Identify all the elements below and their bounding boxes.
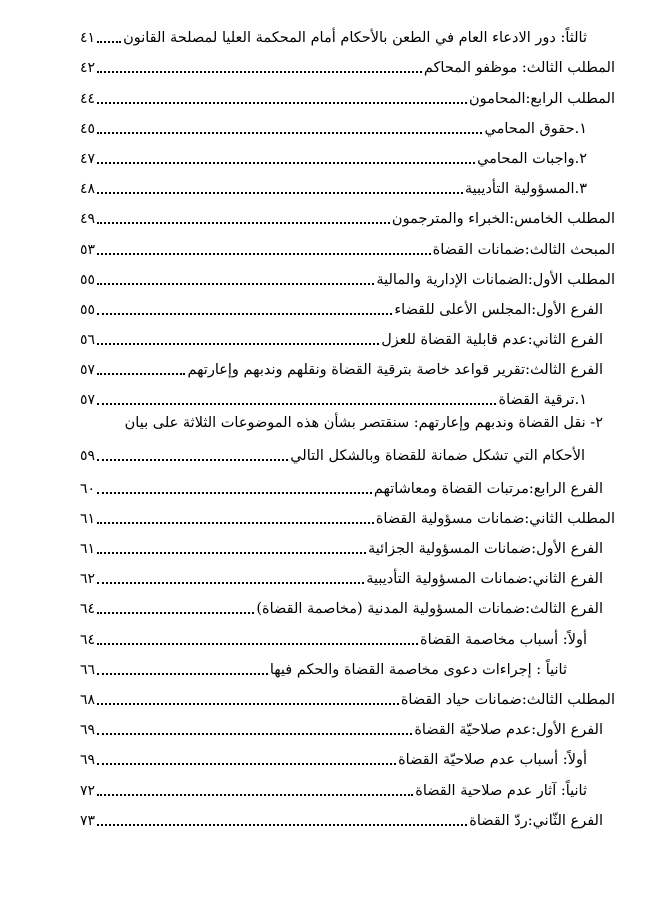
dot-leader xyxy=(97,733,412,735)
toc-entry-page: ٤٢ xyxy=(80,60,96,77)
dot-leader xyxy=(97,403,496,405)
toc-entry-title: المطلب الرابع:المحامون xyxy=(469,90,615,107)
toc-entry xyxy=(0,290,655,320)
toc-entry xyxy=(0,169,655,199)
toc-entry xyxy=(0,48,655,78)
toc-entry-title: الفرع الثاني:ضمانات المسؤولية التأديبية xyxy=(366,571,603,588)
dot-leader xyxy=(97,794,413,796)
toc-entry-title-line1: ٢- نقل القضاة وندبهم وإعارتهم: سنقتصر بشأن هذه الموضوعات الثلاثة على بيان xyxy=(124,415,603,432)
toc-entry-page: ٦١ xyxy=(80,541,96,557)
toc-entry-title: الفرع الثالث:تقرير قواعد خاصة بترقية القضاة ونقلهم وندبهم وإعارتهم xyxy=(187,362,603,379)
toc-entry-page: ٤٥ xyxy=(80,120,96,137)
table-of-contents xyxy=(0,18,655,831)
dot-leader xyxy=(97,162,475,164)
dot-leader xyxy=(97,102,467,104)
toc-entry-title: أولاً: أسباب عدم صلاحيّة القضاة xyxy=(398,752,587,769)
toc-entry xyxy=(0,350,655,380)
toc-entry-title-line2: الأحكام التي تشكل ضمانة للقضاة وبالشكل التالي xyxy=(290,448,585,465)
toc-entry-page: ٦٨ xyxy=(80,691,96,708)
dot-leader xyxy=(97,71,422,73)
dot-leader xyxy=(97,313,392,315)
toc-entry xyxy=(0,559,655,589)
toc-entry xyxy=(0,680,655,710)
dot-leader xyxy=(97,552,366,554)
toc-entry-title: المطلب الأول:الضمانات الإدارية والمالية xyxy=(376,271,615,288)
toc-entry-line2 xyxy=(80,436,603,466)
toc-entry-title: المطلب الخامس:الخبراء والمترجمون xyxy=(391,211,615,228)
dot-leader xyxy=(97,343,379,345)
dot-leader xyxy=(97,283,374,285)
dot-leader xyxy=(97,673,268,675)
toc-entry-title: ٣.المسؤولية التأديبية xyxy=(464,181,587,198)
toc-entry-page: ٦٠ xyxy=(80,480,96,497)
toc-entry-page: ٦٤ xyxy=(80,601,96,618)
toc-entry xyxy=(0,109,655,139)
toc-entry xyxy=(0,801,655,831)
toc-entry-title: الفرع الأول:المجلس الأعلى للقضاء xyxy=(394,301,603,318)
toc-entry-title: المبحث الثالث:ضمانات القضاة xyxy=(432,241,615,258)
dot-leader xyxy=(97,612,254,614)
toc-entry-title: ثالثاً: دور الادعاء العام في الطعن بالأحكام أمام المحكمة العليا لمصلحة القانون xyxy=(123,30,587,47)
toc-entry xyxy=(0,18,655,48)
dot-leader xyxy=(97,192,463,194)
toc-entry-title: الفرع الرابع:مرتبات القضاة ومعاشاتهم xyxy=(373,480,603,497)
toc-entry-page: ٦٢ xyxy=(80,571,96,588)
dot-leader xyxy=(97,41,121,43)
toc-entry xyxy=(0,320,655,350)
toc-entry xyxy=(0,499,655,529)
toc-entry-page: ٤١ xyxy=(80,30,96,47)
toc-entry xyxy=(0,199,655,229)
dot-leader xyxy=(97,763,396,765)
toc-entry-title: الفرع الثالث:ضمانات المسؤولية المدنية (مخاصمة القضاة) xyxy=(256,601,603,618)
toc-entry xyxy=(0,139,655,169)
toc-entry-page: ٦٩ xyxy=(80,752,96,769)
toc-entry xyxy=(0,710,655,740)
toc-entry xyxy=(0,650,655,680)
toc-entry xyxy=(0,740,655,770)
toc-entry-title: ١.حقوق المحامي xyxy=(484,120,587,137)
toc-entry-multiline xyxy=(0,410,655,468)
toc-entry-title: ثانياً: آثار عدم صلاحية القضاة xyxy=(415,782,587,799)
toc-entry-title: الفرع الثاني:عدم قابلية القضاة للعزل xyxy=(381,332,603,349)
toc-entry-page: ٥٩ xyxy=(80,448,96,465)
toc-entry xyxy=(0,380,655,410)
toc-entry-page: ٧٣ xyxy=(80,812,96,829)
toc-entry-title: الفرع الأول:ضمانات المسؤولية الجزائية xyxy=(367,541,603,557)
toc-entry-page: ٦٦ xyxy=(80,661,96,678)
toc-entry-title: الفرع الثّاني:ردّ القضاة xyxy=(469,812,603,829)
toc-entry-page: ٦٤ xyxy=(80,631,96,648)
toc-entry-page: ٥٥ xyxy=(80,301,96,318)
toc-entry-title: ثانياً : إجراءات دعوى مخاصمة القضاة والحكم فيها xyxy=(269,661,567,678)
toc-entry xyxy=(0,78,655,108)
toc-entry xyxy=(0,770,655,800)
dot-leader xyxy=(97,522,374,524)
dot-leader xyxy=(97,132,482,134)
dot-leader xyxy=(97,703,399,705)
dot-leader xyxy=(97,459,288,461)
toc-entry-page: ٦١ xyxy=(80,510,96,527)
toc-entry-title: أولاً: أسباب مخاصمة القضاة xyxy=(419,631,587,648)
dot-leader xyxy=(97,373,185,375)
dot-leader xyxy=(97,222,390,224)
toc-entry-title: المطلب الثالث:ضمانات حياد القضاة xyxy=(400,691,615,708)
toc-entry-title: ١.ترقية القضاة xyxy=(498,392,587,409)
toc-entry-page: ٥٧ xyxy=(80,362,96,379)
toc-entry xyxy=(0,260,655,290)
toc-entry-title: المطلب الثاني:ضمانات مسؤولية القضاة xyxy=(375,510,615,527)
toc-entry-page: ٥٦ xyxy=(80,332,96,349)
toc-entry xyxy=(0,229,655,259)
dot-leader xyxy=(97,253,431,255)
dot-leader xyxy=(97,824,467,826)
toc-entry-page: ٤٩ xyxy=(80,211,96,228)
toc-entry-page: ٤٨ xyxy=(80,181,96,198)
toc-entry-page: ٥٥ xyxy=(80,271,96,288)
toc-entry-page: ٤٧ xyxy=(80,150,96,167)
toc-entry-page: ٥٧ xyxy=(80,392,96,409)
toc-entry xyxy=(0,529,655,559)
toc-entry-page: ٥٣ xyxy=(80,241,96,258)
dot-leader xyxy=(97,643,418,645)
toc-entry-page: ٧٢ xyxy=(80,782,96,799)
toc-entry-title: ٢.واجبات المحامي xyxy=(477,150,587,167)
dot-leader xyxy=(97,582,364,584)
toc-entry-page: ٤٤ xyxy=(80,90,96,107)
toc-entry-title: المطلب الثالث: موظفو المحاكم xyxy=(423,60,615,77)
toc-entry xyxy=(0,589,655,619)
toc-entry-page: ٦٩ xyxy=(80,722,96,739)
toc-entry xyxy=(0,468,655,498)
toc-entry-title: الفرع الأول:عدم صلاحيّة القضاة xyxy=(414,722,603,739)
dot-leader xyxy=(97,492,372,494)
toc-entry xyxy=(0,619,655,649)
